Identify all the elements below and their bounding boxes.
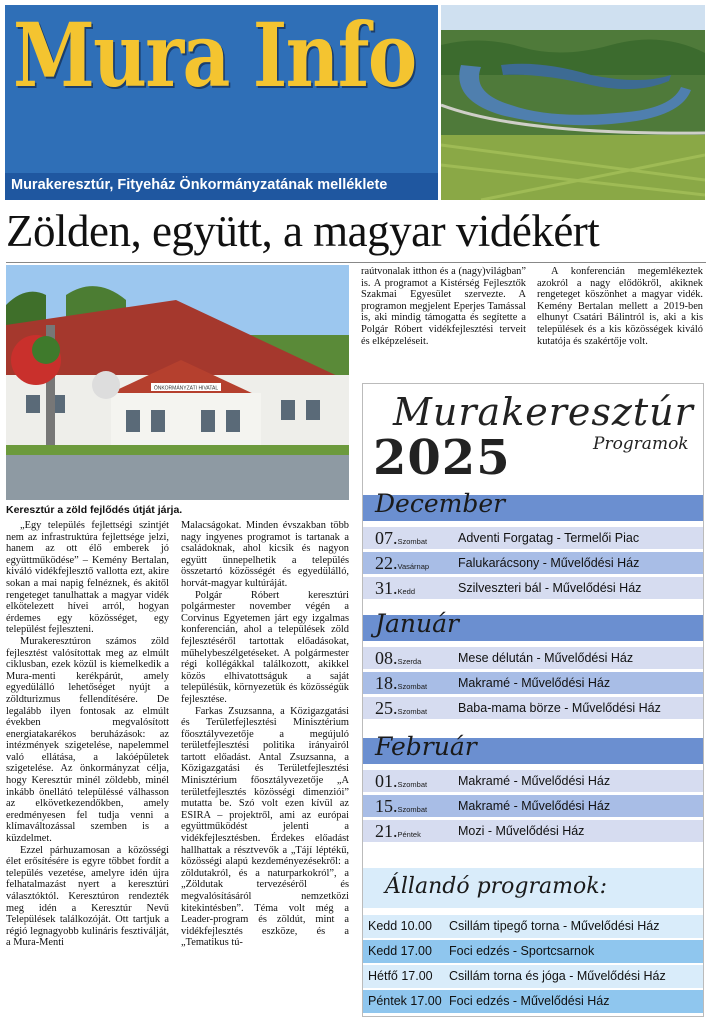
event-row: [363, 647, 704, 669]
program-subtitle: Programok: [593, 434, 689, 454]
event-weekday: Vasárnap: [397, 562, 430, 571]
event-row: [363, 820, 704, 842]
event-date: [375, 770, 427, 796]
article-column-4: [537, 266, 703, 376]
masthead-subtitle: Murakeresztúr, Fityeház Önkormányzatának melléklete: [11, 177, 388, 193]
river-landscape-photo: [441, 5, 705, 200]
masthead-subtitle-band: [5, 173, 438, 200]
permanent-name: Csillám torna és jóga - Művelődési Ház: [449, 969, 666, 983]
town-hall-photo: [6, 265, 349, 500]
article-column-2: [181, 520, 349, 1024]
paragraph: raútvonalak itthon és a (nagy)világban” is. A programot a Kistérség Fejlesztők Szakmai Egyesület szervezte. A programon megjelent Eperjes Tamással is, aki mindig támogatta és segítette a Polgár Róbert vidékfejlesztési terveit és elképzeléseit.: [361, 266, 526, 347]
article-column-1: [6, 520, 169, 1024]
event-weekday: Kedd: [397, 587, 416, 596]
event-name: Makramé - Művelődési Ház: [458, 676, 611, 690]
event-weekday: Szombat: [397, 780, 428, 789]
masthead: [5, 5, 705, 200]
paragraph: Farkas Zsuzsanna, a Közigazgatási és Területfejlesztési Minisztérium főosztályvezetője a megújuló területfejlesztési politika irányairól tartott előadást. Antal Zsuzsanna, a Közigazgatási és Területfejlesztési Minisztérium főosztályvezetője „A területfejlesztés közösségi dimenziói” mutatta be. Szó volt ezen kívül az ESIRA – projektről, ami az európai együttműködést jelenti a vidékfejlesztésben. Érdekes előadást hallhattak a résztvevők a „Tájí léptékű, közösségi alapú kezdeményezésekről: a zöldutakról, és a naturparkokról”, a „Zöldutak tervezéséről és megvalósításáról nemzetközi kitekintésben”. Téma volt még a Leader-program és zöldút, mint a vidékfejlesztés eszköze, és a „Tematikus tú-: [181, 705, 349, 949]
event-day: 15.: [375, 796, 398, 816]
paragraph: Murakeresztúron számos zöld fejlesztést valósítottak meg az elmúlt ciklusban, ezek közül is kiemelkedik a Mura-menti kerékpárút, amely egyedülálló lehetőséget nyújt a zöldturizmus fellendítésére. De legalább ilyen fontosak az elmúlt években megvalósított energiatakarékos beruházások: az intézmények szigetelése, napelemmel való ellátása, a lakóépületek szigetelése. Az önkormányzat célja, hogy Keresztúr minél zöldebb, minél inkább önellátó településsé válhasson az elkövetkezendőkben, amely eredményesen fel tudja venni a klímaváltozással szemben is a küzdelmet.: [6, 635, 169, 845]
event-day: 31.: [375, 578, 398, 598]
paragraph: Ezzel párhuzamosan a közösségi élet erősítésére is egyre többet fordít a település vezetése, amelyre idén újra felhatalmazást nyert a keresztúri választóktól. Keresztúron rendezték meg idén a Keresztúr Nevű Települések találkozóját. Ott tartjuk a régió legnagyobb kulináris fesztiválját, a Mura-Menti: [6, 844, 169, 949]
event-day: 18.: [375, 673, 398, 693]
event-day: 08.: [375, 648, 398, 668]
event-weekday: Szombat: [397, 682, 428, 691]
event-day: 22.: [375, 553, 398, 573]
month-label: December: [375, 489, 506, 518]
event-name: Makramé - Művelődési Ház: [458, 774, 611, 788]
event-date: [375, 647, 421, 673]
program-title: Murakeresztúr: [393, 390, 694, 434]
event-date: [375, 820, 421, 846]
month-label: Február: [375, 732, 477, 761]
event-name: Szilveszteri bál - Művelődési Ház: [458, 581, 642, 595]
event-name: Makramé - Művelődési Ház: [458, 799, 611, 813]
photo-caption: Keresztúr a zöld fejlődés útját járja.: [6, 504, 183, 516]
paragraph: Malacságokat. Minden évszakban több nagy ingyenes programot is tartanak a családoknak, ahol kicsik és nagyon együtt ünnepelhetik a település összetartó közösségét és egyedülálló, horvát-magyar kultúráját.: [181, 520, 349, 589]
event-day: 07.: [375, 528, 398, 548]
event-row: [363, 552, 704, 574]
event-date: [375, 577, 415, 603]
permanent-name: Foci edzés - Sportcsarnok: [449, 944, 595, 958]
event-weekday: Szombat: [397, 805, 428, 814]
permanent-time: Kedd 10.00: [368, 919, 432, 933]
permanent-time: Kedd 17.00: [368, 944, 432, 958]
event-row: [363, 672, 704, 694]
event-weekday: Szombat: [397, 707, 428, 716]
event-date: [375, 527, 427, 553]
permanent-row: [363, 965, 704, 988]
permanent-name: Csillám tipegő torna - Művelődési Ház: [449, 919, 660, 933]
permanent-time: Hétfő 17.00: [368, 969, 433, 983]
permanent-row: [363, 915, 704, 938]
event-name: Mese délután - Művelődési Ház: [458, 651, 634, 665]
permanent-time: Péntek 17.00: [368, 994, 442, 1008]
event-name: Adventi Forgatag - Termelői Piac: [458, 531, 640, 545]
event-row: [363, 577, 704, 599]
article-column-3: [361, 266, 526, 376]
event-row: [363, 697, 704, 719]
event-name: Falukarácsony - Művelődési Ház: [458, 556, 640, 570]
event-row: [363, 527, 704, 549]
event-date: [375, 672, 427, 698]
event-weekday: Péntek: [397, 830, 421, 839]
permanent-row: [363, 990, 704, 1013]
event-day: 21.: [375, 821, 398, 841]
event-row: [363, 770, 704, 792]
masthead-banner: [5, 5, 438, 200]
event-date: [375, 552, 429, 578]
event-name: Mozi - Művelődési Ház: [458, 824, 585, 838]
masthead-title: Mura Info: [13, 3, 416, 107]
permanent-name: Foci edzés - Művelődési Ház: [449, 994, 610, 1008]
event-row: [363, 795, 704, 817]
program-calendar: [362, 383, 704, 1017]
month-label: Január: [375, 609, 459, 638]
permanent-row: [363, 940, 704, 963]
event-date: [375, 697, 427, 723]
headline: Zölden, együtt, a magyar vidékért: [6, 206, 600, 256]
building-sign: ÖNKORMÁNYZATI HIVATAL: [153, 385, 219, 392]
event-date: [375, 795, 427, 821]
paragraph: „Egy település fejlettségi szintjét nem az infrastruktúra fejlettsége jelzi, hanem az ott élő emberek jó együttműködése” – Kemény Bertalan, kiváló vidékfejlesztő vallotta ezt, akire sokan a mai napig felnéznek, és akitől rengeteget tanulhattak a magyar vidék elkötelezett hívei arról, hogyan érdemes egy közösséget, egy települést fejleszteni.: [6, 520, 169, 636]
paragraph: A konferencián megemlékeztek azokról a nagy elődökről, akiknek rengeteget köszönhet a magyar vidék. Kemény Bertalan mellett a 2019-ben elhunyt Csatári Bálintról is, aki a kis települések és a kis közösségek kiváló kutatója és szakértője volt.: [537, 266, 703, 347]
paragraph: Polgár Róbert keresztúri polgármester november végén a Corvinus Egyetemen járt egy izgalmas konferencián, ahol a települések zöld fejlesztéséről tartottak előadásokat, műhelybeszélgetéseket. A polgármester régi kollégákkal találkozott, akikkel közös elhivatottságuk a saját településük, környezetük és közösségük fejlesztése.: [181, 589, 349, 705]
divider: [6, 262, 706, 263]
event-weekday: Szerda: [397, 657, 422, 666]
event-day: 01.: [375, 771, 398, 791]
permanent-title: Állandó programok:: [385, 874, 607, 899]
program-year: 2025: [373, 430, 511, 486]
event-name: Baba-mama börze - Művelődési Ház: [458, 701, 661, 715]
event-day: 25.: [375, 698, 398, 718]
event-weekday: Szombat: [397, 537, 428, 546]
